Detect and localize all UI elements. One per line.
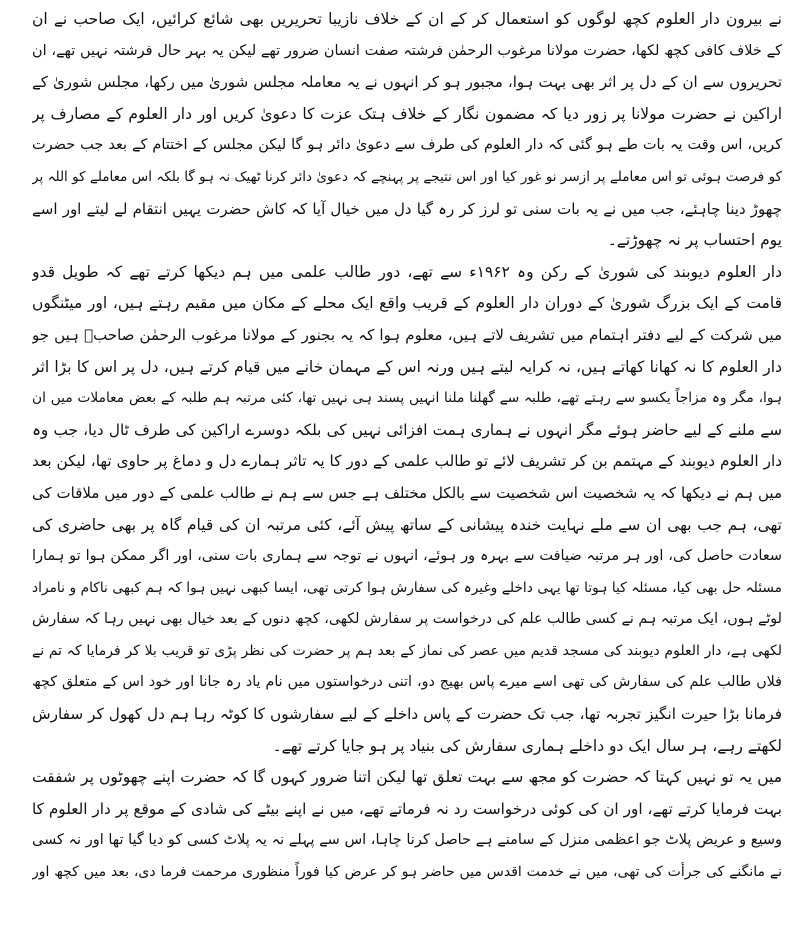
paragraph-3 [32, 762, 782, 888]
text-line: نے مانگنے کی جرأت کی تھی، میں نے خدمت اقدس میں حاضر ہو کر عرض کیا فوراً منظوری مرحمت فرما دی، بعد میں کچھ اور [32, 864, 782, 881]
text-line: لکھتے رہے، ہر سال ایک دو داخلے ہماری سفارش کی بنیاد پر ہو جایا کرتے تھے۔ [272, 736, 782, 755]
text-line: میں ہم نے دیکھا کہ یہ شخصیت اس شخصیت سے بالکل مختلف ہے جس سے ہم نے طالب علمی کے دور میں ملاقات کی [32, 483, 782, 502]
text-line: کو فرصت ہوئی تو اس معاملے پر ازسر نو غور کیا اور اس نتیجے پر پہنچے کہ دعویٰ دائر کرنا ٹھیک نہ ہو گا بلکہ اس معاملے کو اللہ پر [32, 168, 782, 185]
text-line: تھی، ہم جب بھی ان سے ملے نہایت خندہ پیشانی کے ساتھ پیش آئے، کئی مرتبہ ان کی قیام گاہ پر بھی حاضری کی [32, 515, 782, 534]
text-line: سعادت حاصل کی، اور ہر مرتبہ ضیافت سے بہرہ ور ہوئے، انہوں نے توجہ سے ہماری بات سنی، اور اگر ممکن ہوا تو ہمارا [32, 548, 782, 565]
text-line: قامت کے ایک بزرگ شوریٰ کے دوران دار العلوم کے قریب واقع ایک محلے کے مکان میں مقیم رہتے ہیں، اور میٹنگوں [32, 294, 782, 313]
text-line: میں شرکت کے لیے دفتر اہتمام میں تشریف لاتے ہیں، معلوم ہوا کہ یہ بجنور کے مولانا مرغوب الرحمٰن صاحبؒ ہیں جو [32, 325, 782, 344]
text-line: دار العلوم دیوبند کی شوریٰ کے رکن وہ ۱۹۶۲ء سے تھے، دور طالب علمی میں ہم دیکھا کرتے تھے کہ طویل قدو [32, 262, 782, 281]
text-line: فلاں طالب علم کی سفارش کی تھی اسے میرے پاس بھیج دو، اتنی درخواستوں میں نام یاد رہ جانا اور خود اس کے متعلق کچھ [32, 674, 782, 691]
text-line: تحریروں سے ان کے دل پر اثر بھی بہت ہوا، مجبور ہو کر انہوں نے یہ معاملہ مجلس شوریٰ میں رکھا، مجلس شوریٰ کے [32, 73, 782, 92]
text-line: وسیع و عریض پلاٹ جو اعظمی منزل کے سامنے ہے حاصل کرنا چاہا، اس سے پہلے نہ یہ پلاٹ کسی کو دیا گیا تھا اور نہ کسی [32, 832, 782, 849]
paragraph-1 [32, 4, 782, 257]
paragraph-2 [32, 257, 782, 763]
text-line: بہت فرمایا کرتے تھے، اور ان کی کوئی درخواست رد نہ فرماتے تھے، میں نے اپنے بیٹے کی شادی کے موقع پر دار العلوم کا [32, 799, 782, 818]
text-line: لوٹے ہوں، ایک مرتبہ ہم نے کسی طالب علم کی درخواست پر سفارش لکھی، کچھ دنوں کے بعد خیال بھی نہیں رہا کہ سفارش [32, 611, 782, 628]
text-line: دار العلوم کا نہ کھانا کھاتے ہیں، نہ کرایہ لیتے ہیں ورنہ اس کے مہمان خانے میں قیام کرتے ہیں، دل پر اس کا بڑا اثر [32, 357, 782, 376]
text-line: مسئلہ حل بھی کیا، مسئلہ کیا ہوتا تھا یہی داخلے وغیرہ کی سفارش ہوا کرتی تھی، ایسا کبھی نہیں ہوا کہ ہم کبھی ناکام و نامراد [32, 579, 782, 596]
text-line: چھوڑ دینا چاہئے، جب میں نے یہ بات سنی تو لرز کر رہ گیا دل میں خیال آیا کہ کاش حضرت یہیں انتقام لے لیتے اور اسے [32, 199, 782, 218]
text-line: کے خلاف کافی کچھ لکھا، حضرت مولانا مرغوب الرحمٰن فرشتہ صفت انسان ضرور تھے لیکن یہ بہر حال فرشتہ نہیں تھے، ان [32, 42, 782, 59]
text-line: کریں، اس وقت یہ بات طے ہو گئی کہ دار العلوم کی طرف سے دعویٰ دائر ہو گا لیکن مجلس کے اختتام کے بعد جب حضرت [32, 137, 782, 154]
text-line: نے بیرون دار العلوم کچھ لوگوں کو استعمال کر کے ان کے خلاف نازیبا تحریریں بھی شائع کرائیں، ایک صاحب نے ان [32, 10, 782, 28]
text-line: اراکین نے حضرت مولانا پر زور دیا کہ مضمون نگار کے خلاف ہتک عزت کا دعویٰ کریں اور دار العلوم کے مصارف پر [32, 104, 782, 123]
text-line: دار العلوم دیوبند کے مہتمم بن کر تشریف لائے تو طالب علمی کے دور کا یہ تاثر ہمارے دل و دماغ پر حاوی تھا، لیکن بعد [32, 452, 782, 471]
text-line: فرمانا بڑا حیرت انگیز تجربہ تھا، جب تک حضرت کے پاس داخلے کے لیے سفارشوں کا کوٹہ رہا ہم دل کھول کر سفارش [32, 705, 782, 724]
text-line: میں یہ تو نہیں کہتا کہ حضرت کو مجھ سے بہت تعلق تھا لیکن اتنا ضرور کہوں گا کہ حضرت اپنے چھوٹوں پر شفقت [32, 768, 782, 787]
text-line: سے ملنے کے لیے حاضر ہوئے مگر انہوں نے ہماری ہمت افزائی نہیں کی بلکہ دوسرے اراکین کی طرف ٹال دیا، جب وہ [32, 420, 782, 439]
text-line: ہوا، مگر وہ مزاجاً یکسو سے رہتے تھے، طلبہ سے گھلنا ملنا انہیں پسند ہی نہیں تھا، کئی مرتبہ ہم طلبہ کے بعض معاملات میں ان [32, 390, 782, 407]
text-line: لکھی ہے، دار العلوم دیوبند کی مسجد قدیم میں عصر کی نماز کے بعد ہم پر حضرت کی نظر پڑی تو قریب بلا کر فرمایا کہ تم نے [32, 642, 782, 659]
text-line: یوم احتساب پر نہ چھوڑتے۔ [607, 231, 782, 250]
